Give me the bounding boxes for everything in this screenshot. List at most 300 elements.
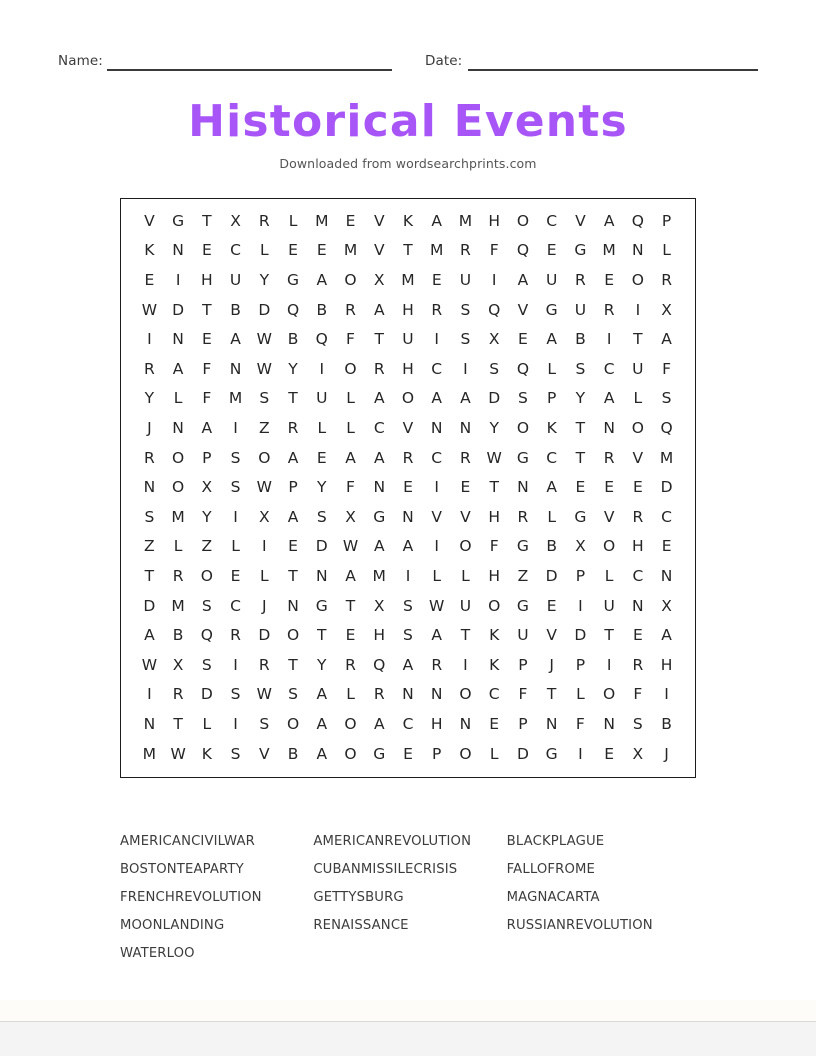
grid-cell[interactable]: X	[373, 596, 385, 615]
grid-cell[interactable]: O	[172, 478, 185, 497]
grid-cell[interactable]: M	[171, 507, 185, 526]
grid-cell[interactable]: L	[346, 685, 355, 704]
grid-cell[interactable]: N	[430, 419, 443, 438]
grid-cell[interactable]: A	[373, 300, 385, 319]
grid-cell[interactable]: Z	[144, 537, 155, 556]
grid-cell[interactable]: I	[578, 744, 583, 763]
grid-cell[interactable]: G	[516, 537, 529, 556]
grid-cell[interactable]: E	[489, 714, 500, 733]
grid-cell[interactable]: O	[344, 359, 357, 378]
grid-cell[interactable]: T	[460, 626, 471, 645]
grid-cell[interactable]: O	[516, 419, 530, 438]
grid-cell[interactable]: N	[373, 478, 386, 497]
grid-cell[interactable]: I	[606, 330, 612, 349]
grid-cell[interactable]: P	[661, 211, 672, 230]
grid-cell[interactable]: X	[632, 744, 644, 763]
grid-cell[interactable]: I	[405, 566, 411, 585]
grid-cell[interactable]: B	[316, 300, 328, 319]
grid-cell[interactable]: T	[489, 478, 499, 497]
grid-cell[interactable]: A	[230, 330, 241, 349]
grid-cell[interactable]: V	[575, 211, 586, 230]
grid-cell[interactable]: S	[316, 507, 327, 526]
grid-cell[interactable]: M	[659, 448, 674, 467]
grid-cell[interactable]: P	[575, 655, 586, 674]
grid-cell[interactable]: N	[545, 714, 558, 733]
grid-cell[interactable]: N	[402, 685, 414, 704]
grid-cell[interactable]: D	[574, 626, 587, 645]
grid-cell[interactable]: E	[575, 478, 586, 497]
grid-cell[interactable]: I	[635, 300, 641, 319]
grid-cell[interactable]: T	[202, 211, 212, 230]
grid-cell[interactable]: G	[516, 448, 529, 467]
grid-cell[interactable]: R	[517, 507, 529, 526]
grid-cell[interactable]: E	[460, 478, 471, 497]
grid-cell[interactable]: L	[604, 566, 614, 585]
grid-cell[interactable]: A	[603, 211, 615, 230]
grid-cell[interactable]: I	[319, 359, 325, 378]
grid-cell[interactable]: V	[517, 300, 529, 319]
grid-cell[interactable]: J	[664, 744, 669, 763]
word-list-item[interactable]: CUBANMISSILECRISIS	[313, 862, 458, 877]
grid-cell[interactable]: L	[317, 419, 327, 438]
grid-cell[interactable]: H	[488, 211, 500, 230]
grid-cell[interactable]: A	[431, 389, 443, 408]
grid-cell[interactable]: Z	[201, 537, 213, 556]
grid-cell[interactable]: X	[661, 596, 672, 615]
grid-cell[interactable]: L	[662, 241, 671, 260]
grid-cell[interactable]: I	[233, 507, 238, 526]
grid-cell[interactable]: E	[288, 537, 298, 556]
grid-cell[interactable]: O	[258, 448, 271, 467]
grid-cell[interactable]: N	[459, 714, 472, 733]
grid-cell[interactable]: C	[632, 566, 644, 585]
grid-cell[interactable]: T	[202, 300, 212, 319]
grid-cell[interactable]: G	[574, 507, 587, 526]
grid-cell[interactable]: A	[546, 330, 557, 349]
grid-cell[interactable]: X	[201, 478, 213, 497]
grid-cell[interactable]: X	[373, 271, 385, 290]
grid-cell[interactable]: L	[461, 566, 470, 585]
grid-cell[interactable]: M	[401, 271, 415, 290]
grid-cell[interactable]: B	[287, 330, 299, 349]
grid-cell[interactable]: D	[258, 300, 271, 319]
grid-cell[interactable]: V	[373, 211, 385, 230]
grid-cell[interactable]: V	[373, 241, 385, 260]
grid-cell[interactable]: S	[201, 655, 212, 674]
grid-cell[interactable]: H	[402, 359, 414, 378]
grid-cell[interactable]: D	[258, 626, 271, 645]
grid-cell[interactable]: I	[147, 330, 152, 349]
grid-cell[interactable]: O	[344, 271, 357, 290]
grid-cell[interactable]: Q	[286, 300, 300, 319]
grid-cell[interactable]: D	[660, 478, 673, 497]
grid-cell[interactable]: L	[346, 419, 355, 438]
grid-cell[interactable]: I	[578, 596, 583, 615]
grid-cell[interactable]: W	[429, 596, 445, 615]
grid-cell[interactable]: R	[431, 300, 443, 319]
word-list-item[interactable]: BOSTONTEAPARTY	[120, 862, 244, 877]
grid-cell[interactable]: N	[517, 478, 529, 497]
grid-cell[interactable]: R	[287, 419, 299, 438]
grid-cell[interactable]: L	[432, 566, 442, 585]
grid-cell[interactable]: S	[144, 507, 155, 526]
grid-cell[interactable]: Q	[631, 211, 644, 230]
grid-cell[interactable]: T	[345, 596, 356, 615]
grid-cell[interactable]: T	[144, 566, 155, 585]
grid-cell[interactable]: A	[373, 448, 385, 467]
grid-cell[interactable]: K	[144, 241, 155, 260]
grid-cell[interactable]: B	[230, 300, 241, 319]
grid-cell[interactable]: A	[345, 566, 356, 585]
grid-cell[interactable]: A	[144, 626, 155, 645]
grid-cell[interactable]: A	[603, 389, 615, 408]
grid-cell[interactable]: V	[632, 448, 644, 467]
grid-cell[interactable]: R	[172, 566, 184, 585]
grid-cell[interactable]: H	[632, 537, 644, 556]
grid-cell[interactable]: S	[489, 359, 500, 378]
grid-cell[interactable]: I	[606, 655, 612, 674]
grid-cell[interactable]: A	[373, 389, 385, 408]
grid-cell[interactable]: W	[141, 655, 158, 674]
grid-cell[interactable]: C	[230, 596, 241, 615]
date-input-line[interactable]	[468, 69, 758, 71]
grid-cell[interactable]: B	[287, 744, 299, 763]
word-list-item[interactable]: MOONLANDING	[120, 918, 225, 933]
grid-cell[interactable]: S	[230, 685, 241, 704]
grid-cell[interactable]: W	[486, 448, 502, 467]
word-list-item[interactable]: AMERICANCIVILWAR	[120, 834, 255, 849]
grid-cell[interactable]: D	[172, 300, 185, 319]
grid-cell[interactable]: N	[660, 566, 673, 585]
grid-cell[interactable]: Y	[317, 478, 327, 497]
grid-cell[interactable]: S	[403, 596, 413, 615]
grid-cell[interactable]: R	[345, 655, 356, 674]
grid-cell[interactable]: X	[575, 537, 586, 556]
grid-cell[interactable]: G	[315, 596, 328, 615]
grid-cell[interactable]: N	[143, 714, 156, 733]
grid-cell[interactable]: P	[202, 448, 212, 467]
grid-cell[interactable]: R	[373, 359, 385, 378]
grid-cell[interactable]: A	[345, 448, 356, 467]
grid-cell[interactable]: O	[344, 714, 357, 733]
grid-cell[interactable]: N	[315, 566, 328, 585]
grid-cell[interactable]: X	[488, 330, 500, 349]
grid-cell[interactable]: A	[546, 478, 557, 497]
grid-cell[interactable]: R	[143, 448, 155, 467]
grid-cell[interactable]: E	[144, 271, 155, 290]
grid-cell[interactable]: U	[545, 271, 558, 290]
grid-cell[interactable]: R	[460, 241, 471, 260]
grid-cell[interactable]: U	[402, 330, 414, 349]
grid-cell[interactable]: I	[262, 537, 267, 556]
grid-cell[interactable]: J	[549, 655, 554, 674]
grid-cell[interactable]: D	[488, 389, 501, 408]
grid-cell[interactable]: I	[664, 685, 669, 704]
grid-cell[interactable]: P	[432, 744, 442, 763]
grid-cell[interactable]: U	[603, 596, 615, 615]
grid-cell[interactable]: X	[258, 507, 270, 526]
grid-cell[interactable]: E	[316, 448, 327, 467]
grid-cell[interactable]: K	[402, 211, 414, 230]
grid-cell[interactable]: N	[172, 241, 184, 260]
grid-cell[interactable]: E	[201, 241, 212, 260]
word-list-item[interactable]: GETTYSBURG	[313, 890, 404, 905]
grid-cell[interactable]: A	[431, 626, 443, 645]
grid-cell[interactable]: M	[458, 211, 473, 230]
grid-cell[interactable]: D	[143, 596, 156, 615]
grid-cell[interactable]: E	[403, 744, 413, 763]
grid-cell[interactable]: H	[402, 300, 414, 319]
grid-cell[interactable]: H	[660, 655, 673, 674]
grid-cell[interactable]: D	[516, 744, 529, 763]
grid-cell[interactable]: X	[172, 655, 184, 674]
grid-cell[interactable]: O	[459, 537, 472, 556]
word-list-item[interactable]: MAGNACARTA	[506, 890, 600, 905]
grid-cell[interactable]: A	[373, 714, 385, 733]
grid-cell[interactable]: Y	[575, 389, 586, 408]
grid-cell[interactable]: D	[200, 685, 213, 704]
grid-cell[interactable]: A	[431, 211, 443, 230]
grid-cell[interactable]: U	[229, 271, 242, 290]
grid-cell[interactable]: C	[431, 448, 443, 467]
grid-cell[interactable]: T	[317, 626, 327, 645]
grid-cell[interactable]: V	[144, 211, 155, 230]
word-list-item[interactable]: RUSSIANREVOLUTION	[506, 918, 653, 933]
grid-cell[interactable]: T	[374, 330, 384, 349]
grid-cell[interactable]: P	[518, 655, 528, 674]
grid-cell[interactable]: N	[287, 596, 299, 615]
grid-cell[interactable]: A	[316, 714, 328, 733]
grid-cell[interactable]: N	[229, 359, 242, 378]
grid-cell[interactable]: R	[661, 271, 672, 290]
grid-cell[interactable]: I	[491, 271, 497, 290]
grid-cell[interactable]: A	[661, 626, 672, 645]
grid-cell[interactable]: U	[459, 596, 472, 615]
grid-cell[interactable]: R	[345, 300, 356, 319]
grid-cell[interactable]: W	[256, 685, 272, 704]
grid-cell[interactable]: G	[574, 241, 587, 260]
grid-cell[interactable]: O	[488, 596, 501, 615]
grid-cell[interactable]: T	[173, 714, 183, 733]
grid-cell[interactable]: N	[402, 507, 414, 526]
grid-cell[interactable]: Q	[200, 626, 213, 645]
grid-cell[interactable]: M	[430, 241, 444, 260]
grid-cell[interactable]: O	[459, 744, 472, 763]
grid-cell[interactable]: F	[202, 389, 212, 408]
grid-cell[interactable]: Y	[489, 419, 499, 438]
grid-cell[interactable]: U	[459, 271, 472, 290]
grid-cell[interactable]: I	[233, 714, 238, 733]
grid-cell[interactable]: P	[575, 566, 586, 585]
grid-cell[interactable]: A	[316, 685, 328, 704]
grid-cell[interactable]: L	[547, 359, 556, 378]
grid-cell[interactable]: H	[488, 507, 500, 526]
grid-cell[interactable]: E	[345, 211, 356, 230]
grid-cell[interactable]: E	[518, 330, 528, 349]
grid-cell[interactable]: E	[345, 626, 356, 645]
word-list-item[interactable]: FRENCHREVOLUTION	[120, 890, 262, 905]
grid-cell[interactable]: R	[574, 271, 586, 290]
grid-cell[interactable]: S	[460, 300, 471, 319]
grid-cell[interactable]: R	[431, 655, 443, 674]
grid-cell[interactable]: U	[574, 300, 587, 319]
grid-cell[interactable]: S	[517, 389, 528, 408]
grid-cell[interactable]: I	[434, 330, 439, 349]
grid-cell[interactable]: T	[288, 655, 298, 674]
grid-cell[interactable]: F	[346, 478, 355, 497]
word-list-item[interactable]: RENAISSANCE	[313, 918, 409, 933]
grid-cell[interactable]: L	[633, 389, 643, 408]
grid-cell[interactable]: A	[316, 271, 328, 290]
grid-cell[interactable]: K	[546, 419, 557, 438]
grid-cell[interactable]: E	[201, 330, 212, 349]
grid-cell[interactable]: U	[632, 359, 644, 378]
grid-cell[interactable]: K	[489, 626, 500, 645]
grid-cell[interactable]: O	[200, 566, 213, 585]
grid-cell[interactable]: T	[403, 241, 413, 260]
grid-cell[interactable]: A	[201, 419, 213, 438]
grid-cell[interactable]: E	[632, 626, 643, 645]
grid-cell[interactable]: C	[661, 507, 672, 526]
grid-cell[interactable]: O	[603, 537, 616, 556]
grid-cell[interactable]: E	[661, 537, 672, 556]
grid-cell[interactable]: F	[489, 537, 499, 556]
grid-cell[interactable]: S	[259, 389, 270, 408]
grid-cell[interactable]: K	[489, 655, 500, 674]
grid-cell[interactable]: U	[517, 626, 529, 645]
grid-cell[interactable]: L	[259, 241, 269, 260]
grid-cell[interactable]: H	[430, 714, 443, 733]
grid-cell[interactable]: X	[661, 300, 672, 319]
grid-cell[interactable]: S	[230, 448, 241, 467]
grid-cell[interactable]: T	[575, 448, 586, 467]
grid-cell[interactable]: E	[546, 241, 557, 260]
grid-cell[interactable]: E	[604, 478, 615, 497]
grid-cell[interactable]: Q	[373, 655, 386, 674]
grid-cell[interactable]: R	[632, 507, 644, 526]
name-input-line[interactable]	[107, 69, 392, 71]
grid-cell[interactable]: Q	[516, 241, 530, 260]
grid-cell[interactable]: I	[233, 655, 238, 674]
grid-cell[interactable]: O	[459, 685, 472, 704]
grid-cell[interactable]: M	[602, 241, 616, 260]
grid-cell[interactable]: A	[373, 537, 385, 556]
grid-cell[interactable]: T	[604, 626, 614, 645]
grid-cell[interactable]: Z	[517, 566, 529, 585]
grid-cell[interactable]: R	[402, 448, 414, 467]
grid-cell[interactable]: N	[632, 241, 644, 260]
grid-cell[interactable]: R	[603, 448, 615, 467]
grid-cell[interactable]: I	[434, 478, 439, 497]
grid-cell[interactable]: J	[147, 419, 152, 438]
grid-cell[interactable]: R	[460, 448, 471, 467]
grid-cell[interactable]: K	[201, 744, 212, 763]
grid-cell[interactable]: Y	[202, 507, 212, 526]
grid-cell[interactable]: R	[258, 655, 270, 674]
grid-cell[interactable]: N	[603, 419, 615, 438]
grid-cell[interactable]: A	[661, 330, 672, 349]
grid-cell[interactable]: A	[172, 359, 184, 378]
grid-cell[interactable]: W	[342, 537, 359, 556]
grid-cell[interactable]: F	[575, 714, 585, 733]
grid-cell[interactable]: Y	[317, 655, 327, 674]
grid-cell[interactable]: G	[373, 507, 386, 526]
grid-cell[interactable]: M	[171, 596, 185, 615]
grid-cell[interactable]: G	[516, 596, 529, 615]
grid-cell[interactable]: U	[316, 389, 328, 408]
grid-cell[interactable]: S	[575, 359, 586, 378]
grid-cell[interactable]: I	[434, 537, 439, 556]
grid-cell[interactable]: R	[230, 626, 241, 645]
grid-cell[interactable]: H	[201, 271, 213, 290]
grid-cell[interactable]: E	[431, 271, 442, 290]
grid-cell[interactable]: R	[373, 685, 385, 704]
grid-cell[interactable]: Q	[516, 359, 530, 378]
grid-cell[interactable]: O	[344, 744, 357, 763]
grid-cell[interactable]: A	[460, 389, 471, 408]
grid-cell[interactable]: W	[256, 478, 272, 497]
grid-cell[interactable]: I	[175, 271, 181, 290]
grid-cell[interactable]: C	[603, 359, 615, 378]
grid-cell[interactable]: Q	[488, 300, 501, 319]
grid-cell[interactable]: A	[517, 271, 529, 290]
word-list-item[interactable]: AMERICANREVOLUTION	[313, 834, 472, 849]
grid-cell[interactable]: D	[545, 566, 558, 585]
grid-cell[interactable]: S	[259, 714, 270, 733]
grid-cell[interactable]: S	[230, 744, 241, 763]
grid-cell[interactable]: V	[546, 626, 557, 645]
grid-cell[interactable]: W	[256, 330, 272, 349]
grid-cell[interactable]: C	[488, 685, 500, 704]
grid-cell[interactable]: B	[575, 330, 586, 349]
grid-cell[interactable]: L	[173, 537, 183, 556]
grid-cell[interactable]: M	[142, 744, 157, 763]
grid-cell[interactable]: O	[631, 271, 644, 290]
grid-cell[interactable]: C	[230, 241, 241, 260]
grid-cell[interactable]: M	[315, 211, 329, 230]
grid-cell[interactable]: V	[603, 507, 615, 526]
grid-cell[interactable]: L	[346, 389, 355, 408]
grid-cell[interactable]: R	[258, 211, 270, 230]
grid-cell[interactable]: O	[286, 714, 300, 733]
grid-cell[interactable]: V	[259, 744, 270, 763]
grid-cell[interactable]: G	[287, 271, 300, 290]
grid-cell[interactable]: I	[463, 655, 468, 674]
grid-cell[interactable]: S	[632, 714, 643, 733]
grid-cell[interactable]: E	[546, 596, 557, 615]
grid-cell[interactable]: A	[287, 448, 299, 467]
grid-cell[interactable]: C	[402, 714, 414, 733]
grid-cell[interactable]: Q	[315, 330, 328, 349]
grid-cell[interactable]: I	[147, 685, 152, 704]
grid-cell[interactable]: F	[633, 685, 643, 704]
grid-cell[interactable]: D	[315, 537, 328, 556]
grid-cell[interactable]: N	[172, 419, 184, 438]
grid-cell[interactable]: P	[546, 389, 557, 408]
grid-cell[interactable]: Y	[144, 389, 155, 408]
grid-cell[interactable]: R	[632, 655, 644, 674]
grid-cell[interactable]: S	[403, 626, 413, 645]
grid-cell[interactable]: E	[288, 241, 298, 260]
grid-cell[interactable]: B	[172, 626, 184, 645]
grid-cell[interactable]: W	[141, 300, 158, 319]
grid-cell[interactable]: G	[373, 744, 386, 763]
grid-cell[interactable]: S	[201, 596, 212, 615]
grid-cell[interactable]: L	[173, 389, 183, 408]
grid-cell[interactable]: A	[402, 655, 414, 674]
grid-cell[interactable]: A	[287, 507, 299, 526]
grid-cell[interactable]: M	[372, 566, 386, 585]
